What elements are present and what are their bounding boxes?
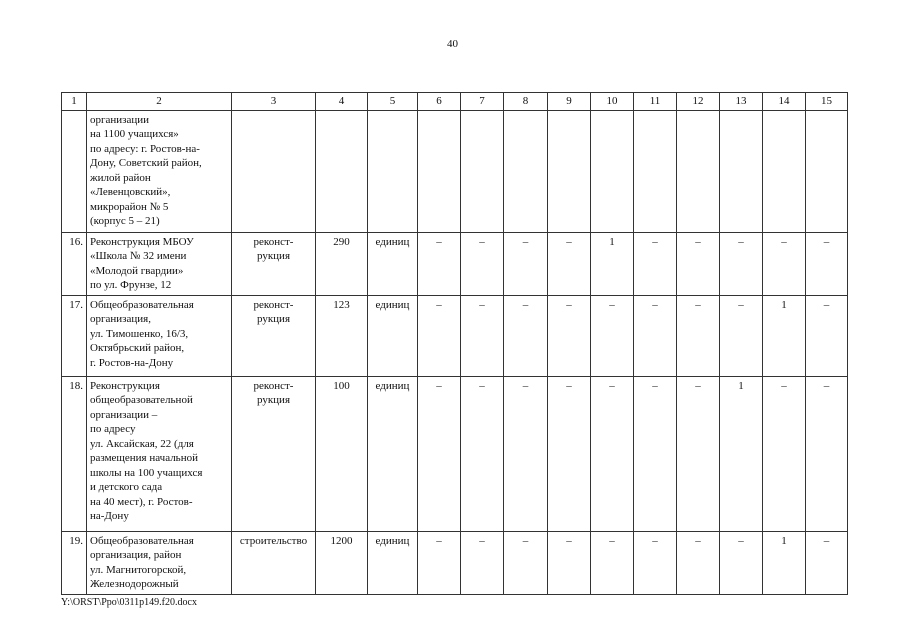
column-number: 8 (504, 93, 548, 111)
object-name-cell: Реконструкция общеобразовательной организации – по адресу ул. Аксайская, 22 (для размещения начальной школы на 100 учащихся и детского сада на 40 мест), г. Ростов- на-Дону (87, 376, 232, 531)
table-row (62, 376, 848, 531)
year-value-cell: – (677, 232, 720, 295)
column-number: 4 (316, 93, 368, 111)
year-value-cell: – (677, 531, 720, 594)
year-value-cell: – (591, 295, 634, 376)
column-number: 6 (418, 93, 461, 111)
year-value-cell: – (504, 232, 548, 295)
year-value-cell (677, 110, 720, 232)
row-number-cell (62, 110, 87, 232)
object-name-cell: организации на 1100 учащихся» по адресу: г. Ростов-на- Дону, Советский район, жилой район «Левенцовский», микрорайон № 5 (корпус 5 – 21) (87, 110, 232, 232)
year-value-cell (504, 110, 548, 232)
year-value-cell: – (806, 232, 848, 295)
row-number-cell: 16. (62, 232, 87, 295)
year-value-cell: – (418, 531, 461, 594)
work-type-cell (232, 110, 316, 232)
year-value-cell (763, 110, 806, 232)
year-value-cell: – (634, 531, 677, 594)
column-number: 13 (720, 93, 763, 111)
year-value-cell: – (461, 531, 504, 594)
year-value-cell (634, 110, 677, 232)
object-name-cell: Реконструкция МБОУ «Школа № 32 имени «Молодой гвардии» по ул. Фрунзе, 12 (87, 232, 232, 295)
work-type-cell: реконст- рукция (232, 295, 316, 376)
year-value-cell: 1 (591, 232, 634, 295)
column-number: 3 (232, 93, 316, 111)
unit-cell: единиц (368, 295, 418, 376)
row-number-cell: 18. (62, 376, 87, 531)
file-path-footer: Y:\ORST\Ppo\0311p149.f20.docx (61, 597, 197, 608)
year-value-cell: – (763, 232, 806, 295)
capacity-cell (316, 110, 368, 232)
year-value-cell (720, 110, 763, 232)
year-value-cell: – (461, 376, 504, 531)
capacity-cell: 123 (316, 295, 368, 376)
year-value-cell: – (591, 376, 634, 531)
page-number: 40 (447, 38, 458, 50)
year-value-cell: – (806, 295, 848, 376)
unit-cell (368, 110, 418, 232)
year-value-cell: – (418, 376, 461, 531)
year-value-cell: – (548, 531, 591, 594)
year-value-cell (418, 110, 461, 232)
table-row (62, 531, 848, 594)
year-value-cell: – (677, 295, 720, 376)
year-value-cell: 1 (763, 295, 806, 376)
year-value-cell (806, 110, 848, 232)
object-name-cell: Общеобразовательная организация, район ул. Магнитогорской, Железнодорожный (87, 531, 232, 594)
year-value-cell: – (418, 232, 461, 295)
column-number: 10 (591, 93, 634, 111)
row-number-cell: 19. (62, 531, 87, 594)
row-number-cell: 17. (62, 295, 87, 376)
year-value-cell: – (418, 295, 461, 376)
year-value-cell: 1 (720, 376, 763, 531)
table-body (62, 93, 848, 595)
column-number: 1 (62, 93, 87, 111)
column-number: 7 (461, 93, 504, 111)
column-number: 2 (87, 93, 232, 111)
work-type-cell: строительство (232, 531, 316, 594)
year-value-cell: – (548, 295, 591, 376)
column-number: 15 (806, 93, 848, 111)
year-value-cell: – (591, 531, 634, 594)
year-value-cell: – (504, 376, 548, 531)
year-value-cell: – (634, 295, 677, 376)
year-value-cell: – (548, 376, 591, 531)
year-value-cell: – (461, 232, 504, 295)
capacity-cell: 1200 (316, 531, 368, 594)
year-value-cell: – (504, 295, 548, 376)
investment-table (61, 92, 848, 595)
column-number: 9 (548, 93, 591, 111)
unit-cell: единиц (368, 376, 418, 531)
year-value-cell: – (806, 531, 848, 594)
year-value-cell (548, 110, 591, 232)
year-value-cell: – (677, 376, 720, 531)
table-row (62, 110, 848, 232)
year-value-cell: – (461, 295, 504, 376)
capacity-cell: 100 (316, 376, 368, 531)
column-number: 5 (368, 93, 418, 111)
year-value-cell: – (720, 531, 763, 594)
year-value-cell: – (720, 232, 763, 295)
column-number-row (62, 93, 848, 111)
object-name-cell: Общеобразовательная организация, ул. Тимошенко, 16/3, Октябрьский район, г. Ростов-на-Дону (87, 295, 232, 376)
table-row (62, 232, 848, 295)
work-type-cell: реконст- рукция (232, 232, 316, 295)
table-row (62, 295, 848, 376)
column-number: 11 (634, 93, 677, 111)
unit-cell: единиц (368, 531, 418, 594)
year-value-cell: – (548, 232, 591, 295)
year-value-cell (591, 110, 634, 232)
unit-cell: единиц (368, 232, 418, 295)
year-value-cell (461, 110, 504, 232)
year-value-cell: – (634, 232, 677, 295)
year-value-cell: – (504, 531, 548, 594)
column-number: 12 (677, 93, 720, 111)
work-type-cell: реконст- рукция (232, 376, 316, 531)
year-value-cell: – (634, 376, 677, 531)
year-value-cell: – (720, 295, 763, 376)
year-value-cell: – (806, 376, 848, 531)
capacity-cell: 290 (316, 232, 368, 295)
year-value-cell: – (763, 376, 806, 531)
column-number: 14 (763, 93, 806, 111)
year-value-cell: 1 (763, 531, 806, 594)
